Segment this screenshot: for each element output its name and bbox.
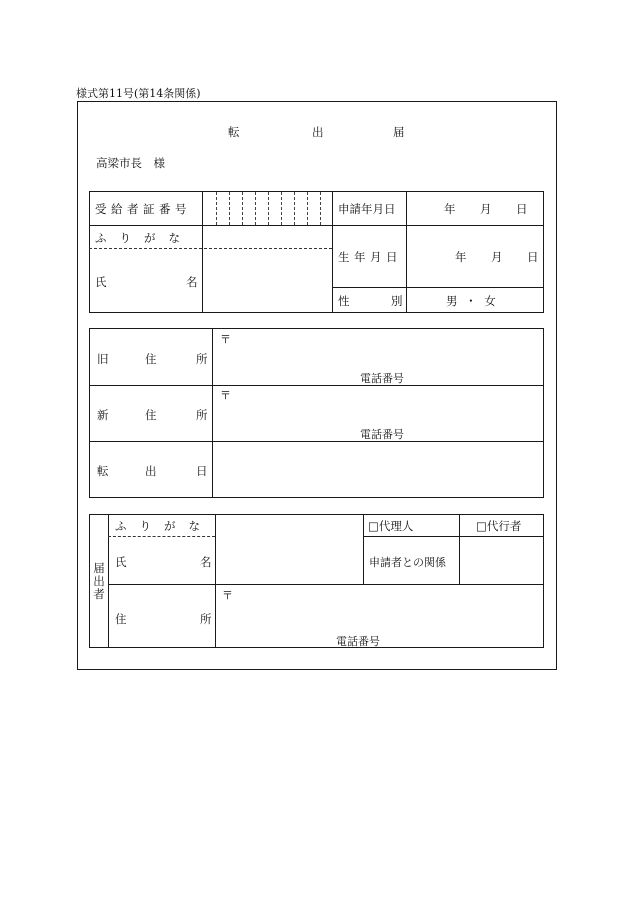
birthdate-day-unit: 日: [527, 250, 539, 264]
application-date-month-unit: 月: [480, 202, 492, 216]
name-label-char-2: 名: [186, 275, 198, 289]
recipient-number-field[interactable]: [203, 192, 332, 225]
sex-label-char-1: 性: [338, 294, 350, 308]
new-address-char-2: 住: [145, 408, 157, 422]
notifier-address-char-1: 住: [115, 612, 127, 626]
sex-label-char-2: 別: [391, 294, 403, 308]
new-address-postal-mark: 〒: [220, 389, 231, 402]
application-date-year-unit: 年: [444, 202, 456, 216]
name-field[interactable]: [203, 249, 332, 312]
new-address-field[interactable]: [213, 386, 543, 441]
notifier-label: 届出者: [93, 561, 105, 601]
birthdate-year-unit: 年: [455, 250, 467, 264]
old-address-postal-mark: 〒: [220, 333, 231, 346]
furigana-field[interactable]: [203, 226, 332, 248]
notifier-phone-label: 電話番号: [336, 635, 380, 648]
application-date-field[interactable]: [407, 192, 543, 225]
move-date-char-1: 転: [97, 464, 109, 478]
notifier-furigana-field[interactable]: [216, 515, 363, 536]
notifier-name-char-1: 氏: [115, 555, 127, 569]
move-date-field[interactable]: [213, 442, 543, 497]
relation-label: 申請者との関係: [369, 556, 446, 569]
addressee: 高梁市長 様: [96, 156, 165, 170]
birthdate-month-unit: 月: [491, 250, 503, 264]
old-address-char-3: 所: [196, 352, 208, 366]
agent-checkbox[interactable]: □代行者: [476, 519, 522, 533]
move-date-char-2: 出: [145, 464, 157, 478]
notifier-furigana-label: ふりがな: [115, 519, 213, 533]
title-char-2: 出: [312, 125, 324, 139]
title-char-1: 転: [228, 125, 240, 139]
notifier-address-field[interactable]: [216, 585, 543, 647]
relation-field[interactable]: [460, 537, 543, 584]
birthdate-field[interactable]: [407, 226, 543, 287]
form-number: 様式第11号(第14条関係): [76, 87, 201, 100]
move-date-char-3: 日: [196, 464, 208, 478]
notifier-name-char-2: 名: [200, 555, 212, 569]
old-address-char-2: 住: [145, 352, 157, 366]
recipient-number-label: 受給者証番号: [95, 202, 191, 216]
notifier-address-char-2: 所: [200, 612, 212, 626]
old-address-field[interactable]: [213, 329, 543, 385]
old-address-char-1: 旧: [97, 352, 109, 366]
new-address-char-3: 所: [196, 408, 208, 422]
sex-options[interactable]: 男 ・ 女: [446, 294, 498, 308]
birthdate-label: 生年月日: [338, 250, 402, 264]
old-address-phone-label: 電話番号: [360, 372, 404, 385]
notifier-name-field[interactable]: [216, 537, 363, 584]
notifier-postal-mark: 〒: [222, 589, 233, 602]
new-address-char-1: 新: [97, 408, 109, 422]
application-date-label: 申請年月日: [338, 202, 396, 216]
name-label-char-1: 氏: [95, 275, 107, 289]
new-address-phone-label: 電話番号: [360, 428, 404, 441]
furigana-label: ふりがな: [95, 231, 193, 245]
proxy-checkbox[interactable]: □代理人: [368, 519, 414, 533]
application-date-day-unit: 日: [516, 202, 528, 216]
title-char-3: 届: [393, 125, 405, 139]
